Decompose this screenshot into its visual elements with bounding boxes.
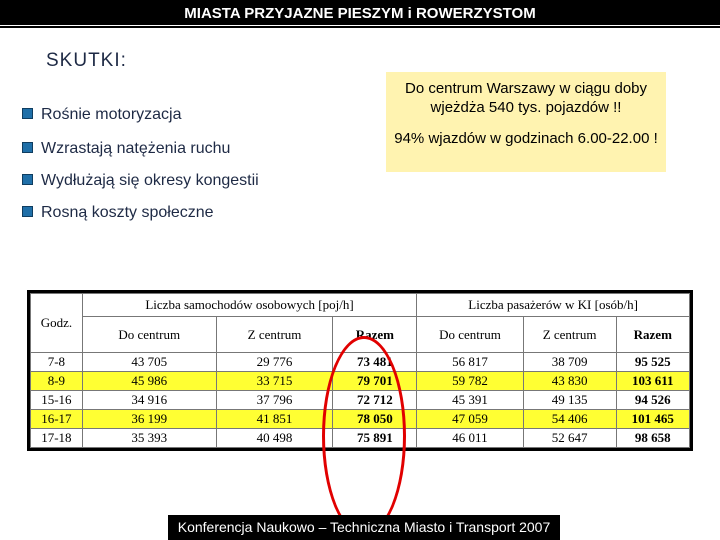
total-cell: 73 481 <box>333 353 417 372</box>
value-cell: 37 796 <box>216 391 333 410</box>
value-cell: 36 199 <box>82 410 216 429</box>
note-line-2: 94% wjazdów w godzinach 6.00-22.00 ! <box>394 130 658 147</box>
value-cell: 34 916 <box>82 391 216 410</box>
column-header: Do centrum <box>417 317 523 353</box>
value-cell: 29 776 <box>216 353 333 372</box>
highlight-circle <box>322 336 406 536</box>
footer-text: Konferencja Naukowo – Techniczna Miasto i Transport 2007 <box>177 519 551 535</box>
info-note <box>386 72 666 172</box>
bullet-item <box>22 204 214 222</box>
total-cell: 78 050 <box>333 410 417 429</box>
column-header: Z centrum <box>216 317 333 353</box>
bullet-item <box>22 172 259 190</box>
column-header: Razem <box>333 317 417 353</box>
value-cell: 47 059 <box>417 410 523 429</box>
footer-bar <box>168 515 560 540</box>
group-header-cars: Liczba samochodów osobowych [poj/h] <box>82 294 416 317</box>
bullet-text: Wydłużają się okresy kongestii <box>41 172 259 189</box>
value-cell: 38 709 <box>523 353 616 372</box>
title-bar <box>0 0 720 28</box>
total-cell: 72 712 <box>333 391 417 410</box>
hour-cell: 15-16 <box>31 391 83 410</box>
value-cell: 43 705 <box>82 353 216 372</box>
corner-header: Godz. <box>31 294 83 353</box>
square-bullet-icon <box>22 206 33 217</box>
value-cell: 33 715 <box>216 372 333 391</box>
hour-cell: 16-17 <box>31 410 83 429</box>
total-cell: 103 611 <box>616 372 689 391</box>
total-cell: 98 658 <box>616 429 689 448</box>
bullet-item <box>22 106 182 124</box>
slide-title: MIASTA PRZYJAZNE PIESZYM i ROWERZYSTOM <box>184 5 536 22</box>
value-cell: 45 986 <box>82 372 216 391</box>
value-cell: 52 647 <box>523 429 616 448</box>
hour-cell: 7-8 <box>31 353 83 372</box>
square-bullet-icon <box>22 108 33 119</box>
section-title: SKUTKI: <box>46 50 127 71</box>
value-cell: 54 406 <box>523 410 616 429</box>
total-cell: 101 465 <box>616 410 689 429</box>
value-cell: 40 498 <box>216 429 333 448</box>
square-bullet-icon <box>22 174 33 185</box>
hour-cell: 8-9 <box>31 372 83 391</box>
bullet-text: Wzrastają natężenia ruchu <box>41 140 231 157</box>
title-underline <box>0 25 720 26</box>
group-header-passengers: Liczba pasażerów w KI [osób/h] <box>417 294 690 317</box>
bullet-text: Rośnie motoryzacja <box>41 106 182 123</box>
bullet-text: Rosną koszty społeczne <box>41 204 214 221</box>
total-cell: 95 525 <box>616 353 689 372</box>
hour-cell: 17-18 <box>31 429 83 448</box>
total-cell: 79 701 <box>333 372 417 391</box>
column-header: Razem <box>616 317 689 353</box>
value-cell: 59 782 <box>417 372 523 391</box>
total-cell: 75 891 <box>333 429 417 448</box>
note-line-1: Do centrum Warszawy w ciągu doby wjeżdża 540 tys. pojazdów !! <box>404 80 648 116</box>
value-cell: 41 851 <box>216 410 333 429</box>
value-cell: 46 011 <box>417 429 523 448</box>
bullet-item <box>22 140 230 158</box>
value-cell: 49 135 <box>523 391 616 410</box>
value-cell: 43 830 <box>523 372 616 391</box>
total-cell: 94 526 <box>616 391 689 410</box>
square-bullet-icon <box>22 142 33 153</box>
value-cell: 35 393 <box>82 429 216 448</box>
column-header: Do centrum <box>82 317 216 353</box>
value-cell: 56 817 <box>417 353 523 372</box>
value-cell: 45 391 <box>417 391 523 410</box>
column-header: Z centrum <box>523 317 616 353</box>
